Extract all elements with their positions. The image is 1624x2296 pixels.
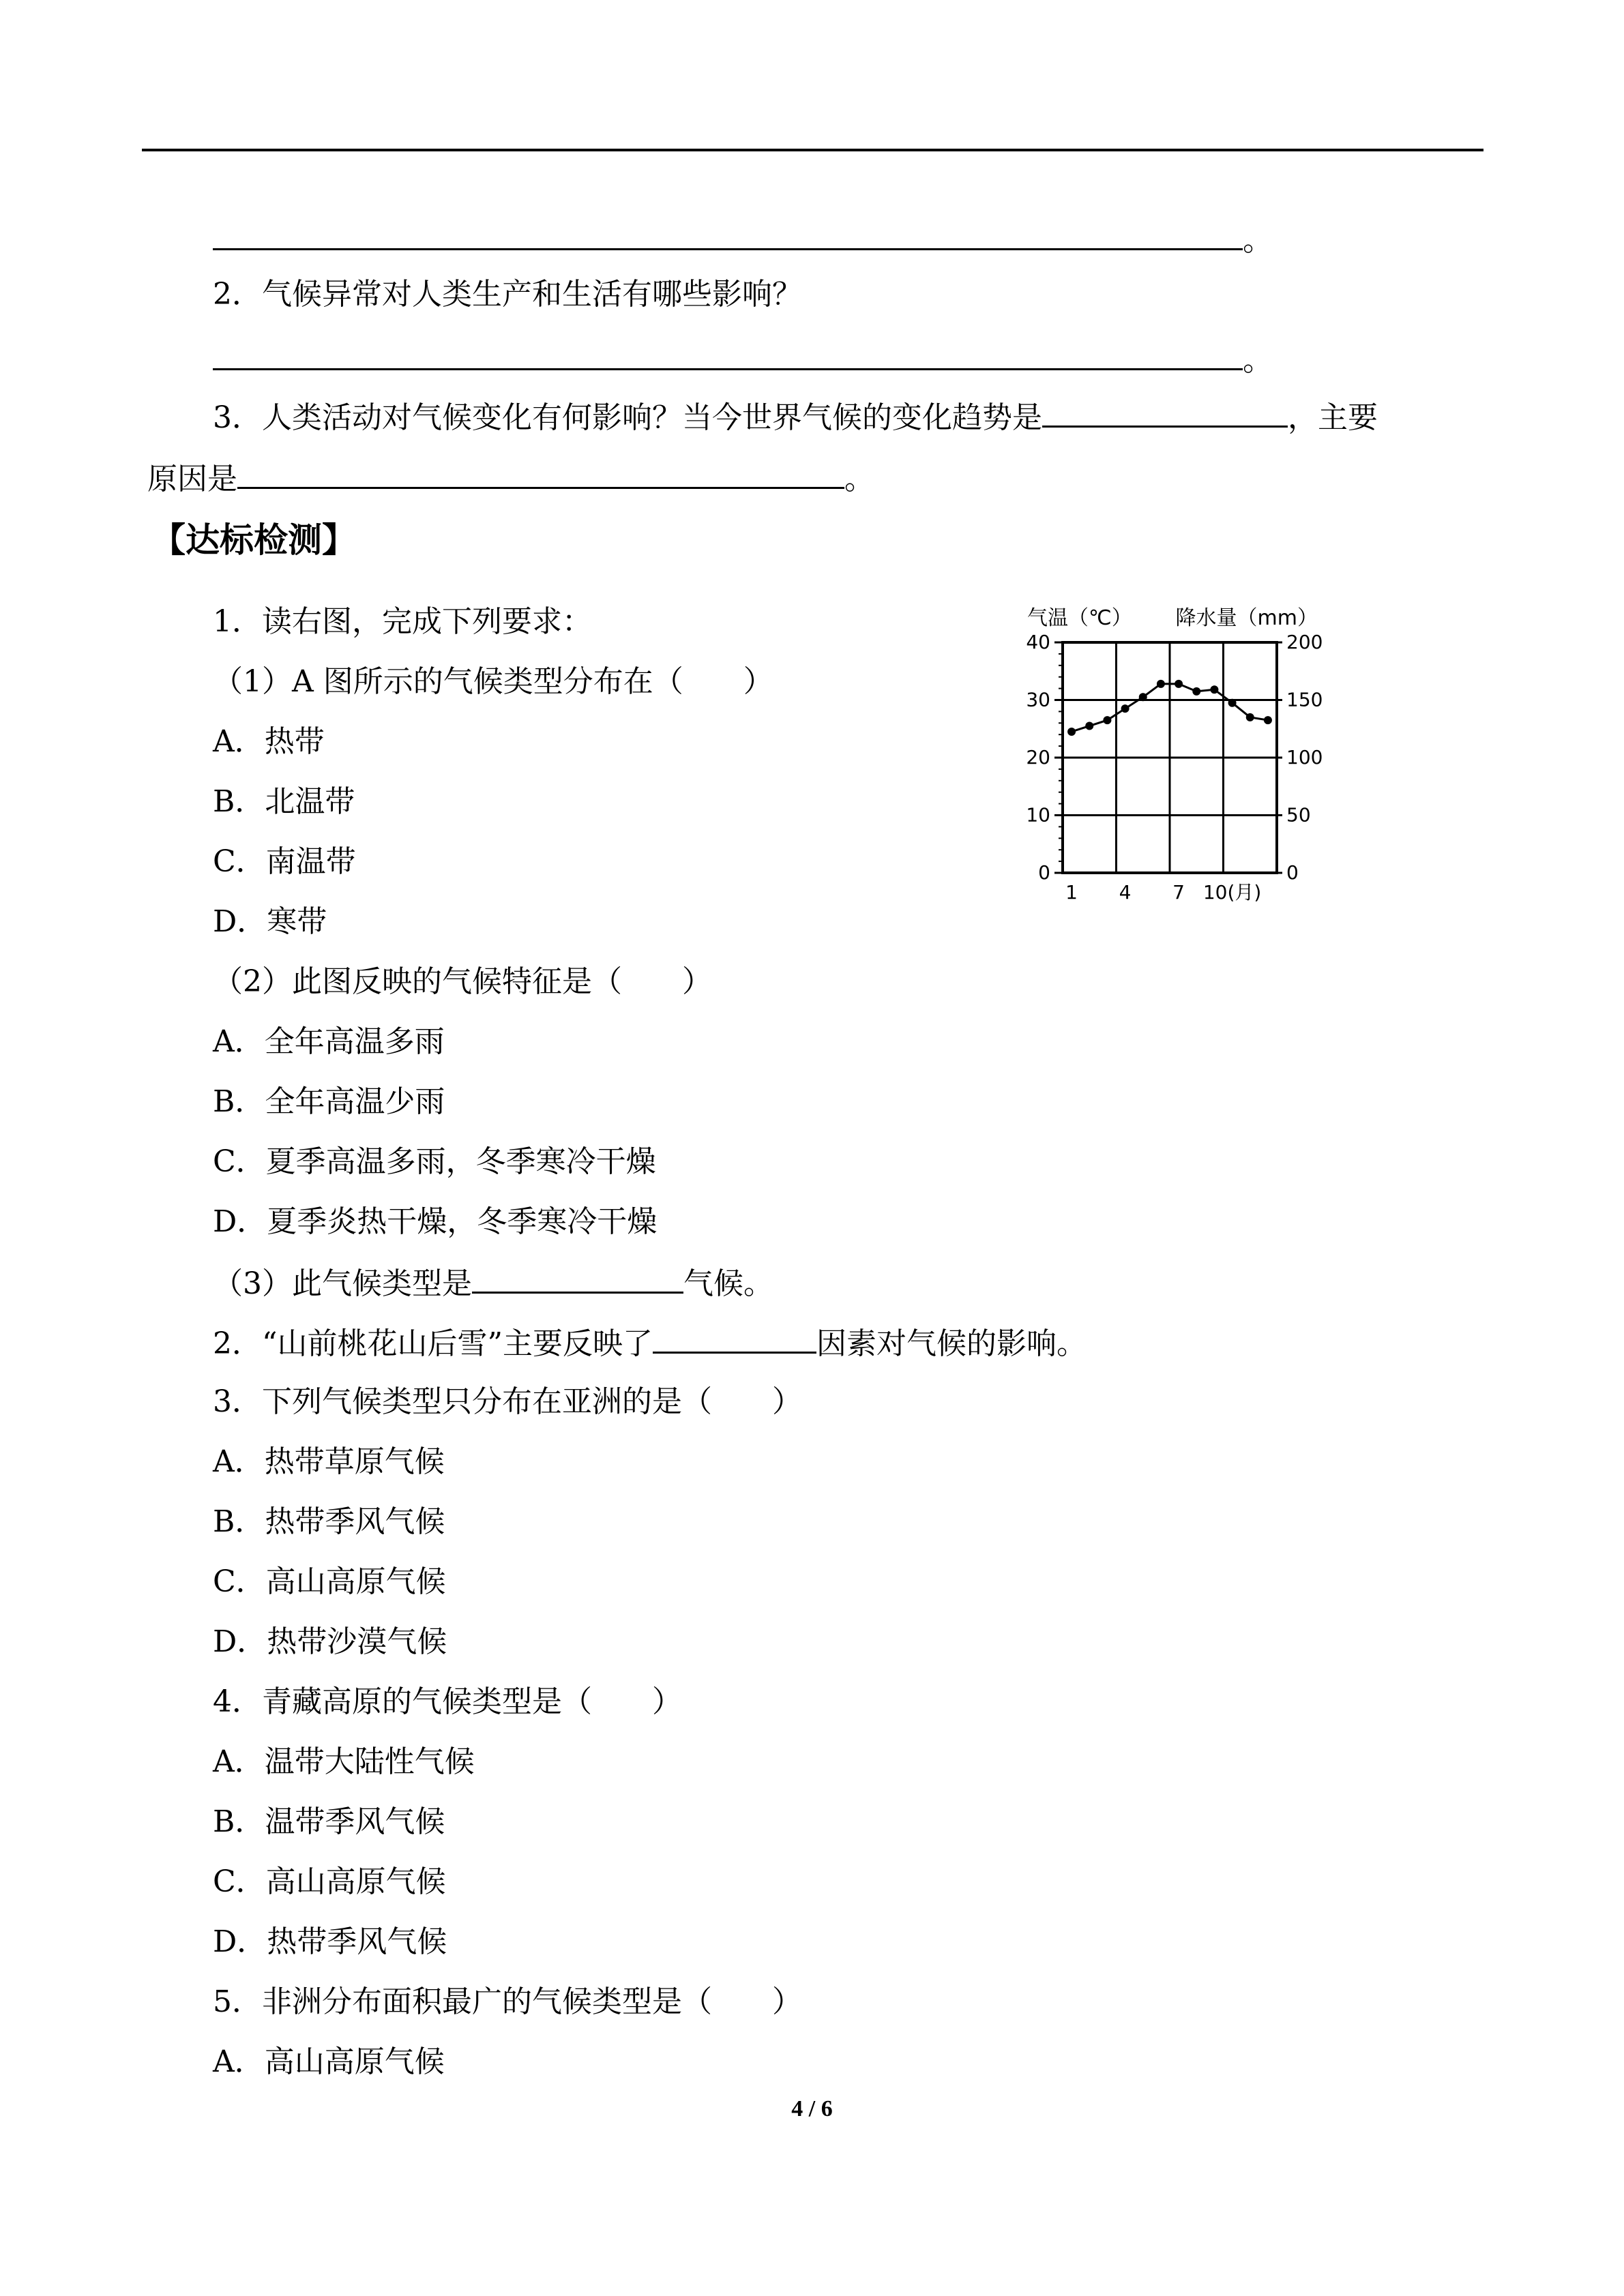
temperature-point — [1228, 699, 1237, 707]
climate-chart — [982, 593, 1337, 907]
right-axis-title: 降水量（mm） — [1175, 606, 1318, 630]
temperature-point — [1157, 680, 1165, 688]
temperature-point — [1246, 713, 1254, 721]
test-4-option[interactable]: A．温带大陆性气候 — [213, 1744, 475, 1779]
temperature-point — [1192, 687, 1200, 696]
right-tick-label: 200 — [1286, 631, 1323, 653]
test-4-option[interactable]: B．温带季风气候 — [213, 1804, 445, 1839]
temperature-point — [1085, 722, 1093, 730]
test-1-sub2-option[interactable]: A．全年高温多雨 — [213, 1024, 445, 1059]
test-4-option[interactable]: C．高山高原气候 — [213, 1864, 446, 1899]
test-1-sub1-option[interactable]: A．热带 — [213, 724, 325, 759]
test-1-sub2: （2）此图反映的气候特征是（ ） — [213, 964, 712, 999]
left-axis-title: 气温（℃） — [1027, 606, 1132, 630]
right-tick-label: 150 — [1286, 688, 1323, 711]
test-4-option[interactable]: D．热带季风气候 — [213, 1924, 447, 1959]
test-3-stem: 3．下列气候类型只分布在亚洲的是（ ） — [213, 1384, 802, 1419]
test-5-option[interactable]: A．高山高原气候 — [213, 2044, 445, 2079]
test-4-stem: 4．青藏高原的气候类型是（ ） — [213, 1684, 682, 1719]
test-1-sub2-option[interactable]: C．夏季高温多雨，冬季寒冷干燥 — [213, 1144, 656, 1179]
test-3-option[interactable]: A．热带草原气候 — [213, 1444, 445, 1479]
answer-blank[interactable] — [213, 338, 1243, 370]
question-2-text: 2．气候异常对人类生产和生活有哪些影响？ — [213, 277, 802, 312]
right-tick-label: 0 — [1286, 861, 1299, 884]
test-1-sub1-option[interactable]: B．北温带 — [213, 784, 355, 819]
right-tick-label: 50 — [1286, 803, 1311, 826]
left-tick-label: 0 — [1038, 861, 1050, 884]
x-tick-label: 7 — [1172, 881, 1185, 904]
header-rule — [142, 149, 1483, 151]
test-1-sub1: （1）A 图所示的气候类型分布在（ ） — [213, 664, 773, 699]
temperature-point — [1121, 704, 1130, 713]
factor-blank[interactable] — [653, 1322, 816, 1354]
right-tick-label: 100 — [1286, 746, 1323, 769]
test-1-intro: 1．读右图，完成下列要求： — [213, 604, 592, 639]
test-1-sub3: （3）此气候类型是 气候。 — [213, 1262, 773, 1304]
temperature-point — [1210, 685, 1218, 694]
page-number: 4 / 6 — [791, 2096, 833, 2121]
test-1-sub1-option[interactable]: D．寒带 — [213, 904, 327, 939]
x-tick-label: 10(月) — [1202, 881, 1262, 904]
x-tick-label: 1 — [1065, 881, 1078, 904]
question-3-line2: 原因是 。 — [147, 457, 874, 500]
test-3-option[interactable]: D．热带沙漠气候 — [213, 1624, 447, 1659]
test-3-option[interactable]: C．高山高原气候 — [213, 1564, 446, 1599]
test-1-sub2-option[interactable]: B．全年高温少雨 — [213, 1084, 445, 1119]
trend-blank[interactable] — [1042, 396, 1288, 428]
climate-type-blank[interactable] — [472, 1262, 683, 1294]
left-tick-label: 20 — [1026, 746, 1050, 769]
test-5-stem: 5．非洲分布面积最广的气候类型是（ ） — [213, 1984, 802, 2019]
reason-blank[interactable] — [237, 457, 844, 489]
left-tick-label: 40 — [1026, 631, 1050, 653]
test-1-sub1-option[interactable]: C．南温带 — [213, 844, 356, 879]
test-1-sub2-option[interactable]: D．夏季炎热干燥，冬季寒冷干燥 — [213, 1204, 658, 1239]
test-2: 2．“山前桃花山后雪”主要反映了 因素对气候的影响。 — [213, 1322, 1087, 1365]
previous-answer-line: 。 — [213, 218, 1273, 261]
question-3-text: 3．人类活动对气候变化有何影响？当今世界气候的变化趋势是 ，主要 — [213, 396, 1378, 438]
temperature-point — [1175, 680, 1183, 688]
x-tick-label: 4 — [1119, 881, 1132, 904]
temperature-point — [1103, 716, 1111, 724]
question-2-answer: 。 — [213, 338, 1273, 381]
section-title: 【达标检测】 — [151, 520, 356, 560]
temperature-point — [1139, 693, 1147, 701]
temperature-point — [1264, 716, 1272, 724]
left-tick-label: 10 — [1026, 803, 1050, 826]
left-tick-label: 30 — [1026, 688, 1050, 711]
answer-blank[interactable] — [213, 218, 1243, 250]
test-3-option[interactable]: B．热带季风气候 — [213, 1504, 445, 1539]
temperature-point — [1067, 728, 1076, 736]
